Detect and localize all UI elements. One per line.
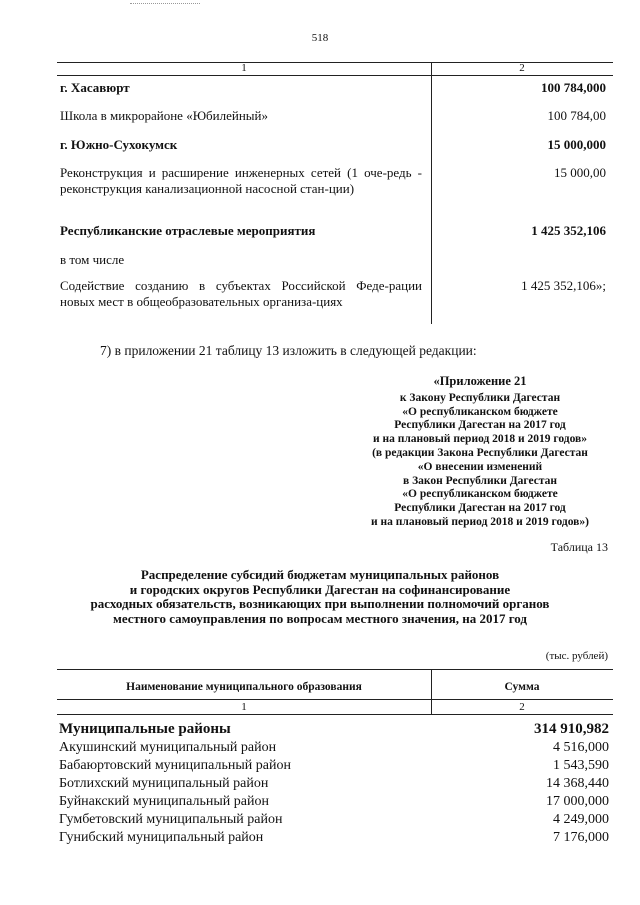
appendix-line: Республики Дагестан на 2017 год [394,502,566,515]
row-value: 100 784,00 [547,108,606,123]
row-value: 15 000,000 [547,137,606,152]
column-header-sum: Сумма [504,681,540,693]
table-heading [40,568,600,626]
row-name: Муниципальные районы [59,721,231,737]
row-value: 1 543,590 [553,758,609,773]
appendix-line: «О внесении изменений [417,460,543,473]
row-value: 4 249,000 [553,812,609,827]
row-name: Школа в микрорайоне «Юбилейный» [60,108,268,123]
column-number-2: 2 [519,701,525,713]
heading-line: Распределение субсидий бюджетам муниципальных районов [140,567,500,582]
row-name: Акушинский муниципальный район [59,740,277,755]
row-value: 4 516,000 [553,740,609,755]
row-name: Бабаюртовский муниципальный район [59,758,291,773]
column-number-2: 2 [519,62,525,74]
row-value: 14 368,440 [546,776,609,791]
row-name: Содействие созданию в субъектах Российской Феде-рации новых мест в общеобразовательных организа-циях [60,278,422,309]
row-name: Республиканские отраслевые мероприятия [60,223,316,238]
table-rule [57,75,613,76]
row-name: Реконструкция и расширение инженерных сетей (1 оче-редь - реконструкция канализационной насосной стан-ции) [60,165,422,196]
column-number-1: 1 [241,701,247,713]
table-number: Таблица 13 [550,540,608,554]
column-divider [431,62,432,324]
appendix-line: «О республиканском бюджете [402,405,558,418]
appendix-line: и на плановый период 2018 и 2019 годов») [371,515,589,528]
budget-table-continuation [57,62,613,324]
row-name: Ботлихский муниципальный район [59,776,269,791]
row-value: 17 000,000 [546,794,609,809]
appendix-line: в Закон Республики Дагестан [403,474,557,487]
row-value: 15 000,00 [554,165,606,180]
appendix-line: «О республиканском бюджете [402,488,558,501]
heading-line: местного самоуправления по вопросам местного значения, на 2017 год [112,610,528,626]
row-value: 7 176,000 [553,830,609,845]
row-name: г. Хасавюрт [60,80,130,95]
row-name: г. Южно-Сухокумск [60,137,178,152]
subsidies-table [57,669,613,905]
row-name: Гумбетовский муниципальный район [59,812,283,827]
appendix-header [340,375,620,530]
row-name: Буйнакский муниципальный район [59,794,269,809]
column-header-name: Наименование муниципального образования [126,681,362,693]
row-name: в том числе [60,252,125,267]
row-value: 1 425 352,106 [531,223,606,238]
appendix-line: Республики Дагестан на 2017 год [394,419,566,432]
row-value: 100 784,000 [541,80,606,95]
row-value: 314 910,982 [534,721,609,737]
page-number: 518 [311,32,329,44]
table-rule [57,699,613,700]
column-number-1: 1 [241,62,247,74]
units-label: (тыс. рублей) [545,650,608,662]
amendment-instruction: 7) в приложении 21 таблицу 13 изложить в следующей редакции: [100,343,477,358]
row-value: 1 425 352,106»; [521,278,606,293]
appendix-line: и на плановый период 2018 и 2019 годов» [372,433,588,446]
table-rule [57,714,613,715]
appendix-line: (в редакции Закона Республики Дагестан [372,446,588,459]
table-rule [57,669,613,670]
appendix-title: «Приложение 21 [433,374,527,388]
heading-line: и городских округов Республики Дагестан на софинансирование [129,581,511,597]
appendix-line: к Закону Республики Дагестан [399,391,561,404]
row-name: Гунибский муниципальный район [59,830,264,845]
scan-artifact [130,3,200,4]
heading-line: расходных обязательств, возникающих при выполнении полномочий органов [90,596,550,611]
